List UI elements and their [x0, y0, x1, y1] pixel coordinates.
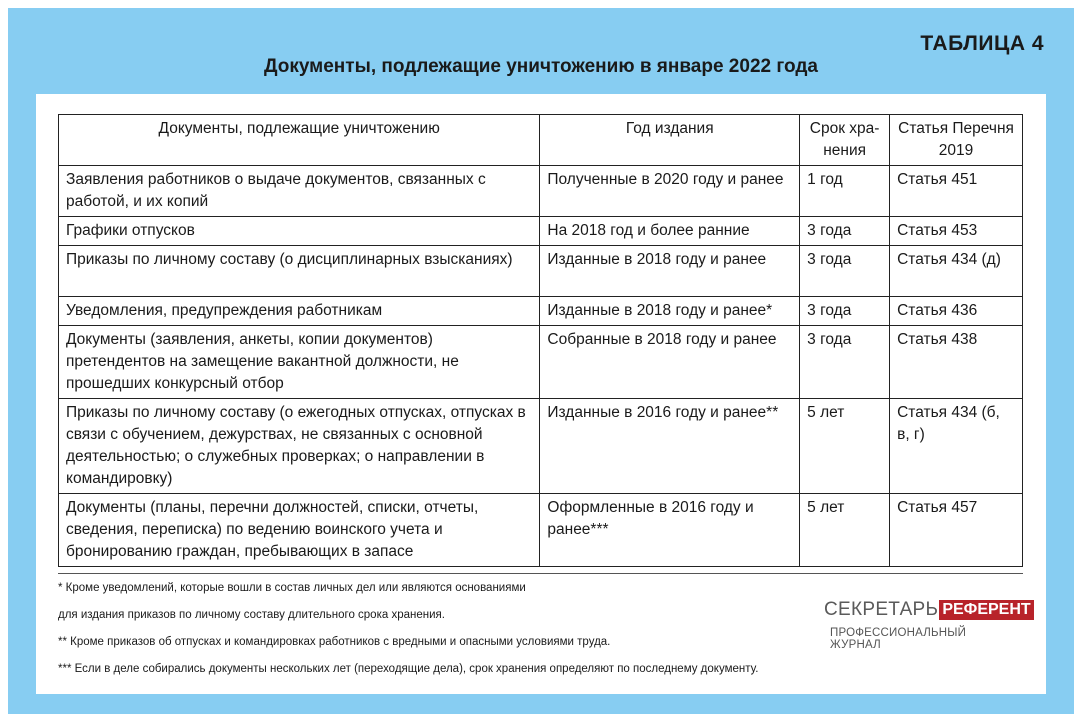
table-cell: Собранные в 2018 году и ранее	[540, 326, 800, 399]
table-cell: Статья 457	[890, 494, 1023, 567]
table-cell: Статья 434 (д)	[890, 246, 1023, 297]
logo-wordmark	[824, 599, 1031, 621]
table-row	[59, 326, 1023, 399]
footnote-3: *** Если в деле собирались документы нескольких лет (переходящие дела), срок хранения определяют по последнему документу.	[58, 663, 759, 675]
logo-part-2: РЕФЕРЕНТ	[939, 600, 1033, 620]
publisher-logo	[824, 599, 1031, 651]
table-cell: Документы (заявления, анкеты, копии документов) претендентов на замещение вакантной должности, не прошедших конкурсный отбор	[59, 326, 540, 399]
table-cell: Статья 434 (б, в, г)	[890, 399, 1023, 494]
table-cell: Изданные в 2018 году и ранее*	[540, 297, 800, 326]
footnote-1-continued: для издания приказов по личному составу длительного срока хранения.	[58, 609, 445, 621]
table-cell: На 2018 год и более ранние	[540, 217, 800, 246]
table-cell: Статья 451	[890, 166, 1023, 217]
table-cell: 3 года	[800, 326, 890, 399]
table-cell: 3 года	[800, 297, 890, 326]
column-header: Срок хра-нения	[800, 115, 890, 166]
table-row	[59, 217, 1023, 246]
table-cell: Изданные в 2018 году и ранее	[540, 246, 800, 297]
table-cell: Статья 453	[890, 217, 1023, 246]
footnote-separator	[58, 573, 1023, 574]
table-cell: Приказы по личному составу (о ежегодных отпусках, отпусках в связи с обучением, дежурствах, не связанных с основной деятельностью; о служебных проверках; о направлении в командировку)	[59, 399, 540, 494]
table-row	[59, 297, 1023, 326]
table-header-row	[59, 115, 1023, 166]
blue-panel	[8, 8, 1074, 714]
table-row	[59, 494, 1023, 567]
footnote-2: ** Кроме приказов об отпусках и командировках работников с вредными и опасными условиями труда.	[58, 636, 611, 648]
table-cell: Оформленные в 2016 году и ранее***	[540, 494, 800, 567]
column-header: Статья Перечня 2019	[890, 115, 1023, 166]
table-cell: Полученные в 2020 году и ранее	[540, 166, 800, 217]
table-row	[59, 246, 1023, 297]
table-cell: Изданные в 2016 году и ранее**	[540, 399, 800, 494]
table-row	[59, 166, 1023, 217]
table-cell: Уведомления, предупреждения работникам	[59, 297, 540, 326]
document-title: Документы, подлежащие уничтожению в январе 2022 года	[263, 56, 818, 77]
table-cell: 1 год	[800, 166, 890, 217]
logo-subtitle: ПРОФЕССИОНАЛЬНЫЙ ЖУРНАЛ	[830, 627, 967, 651]
content-card	[36, 94, 1046, 694]
table-cell: 3 года	[800, 246, 890, 297]
table-cell: 5 лет	[800, 399, 890, 494]
footnote-1: * Кроме уведомлений, которые вошли в состав личных дел или являются основаниями	[58, 582, 526, 594]
table-cell: Приказы по личному составу (о дисциплинарных взысканиях)	[59, 246, 540, 297]
table-cell: Статья 436	[890, 297, 1023, 326]
table-label: ТАБЛИЦА 4	[920, 32, 1044, 55]
table-cell: Статья 438	[890, 326, 1023, 399]
documents-table	[58, 114, 1023, 567]
column-header: Год издания	[540, 115, 800, 166]
table-cell: Документы (планы, перечни должностей, списки, отчеты, сведения, переписка) по ведению воинского учета и бронированию граждан, пребывающих в запасе	[59, 494, 540, 567]
table-cell: 3 года	[800, 217, 890, 246]
table-row	[59, 399, 1023, 494]
table-cell: 5 лет	[800, 494, 890, 567]
table-cell: Заявления работников о выдаче документов, связанных с работой, и их копий	[59, 166, 540, 217]
column-header: Документы, подлежащие уничтожению	[59, 115, 540, 166]
logo-part-1: СЕКРЕТАРЬ	[824, 599, 939, 620]
table-cell: Графики отпусков	[59, 217, 540, 246]
